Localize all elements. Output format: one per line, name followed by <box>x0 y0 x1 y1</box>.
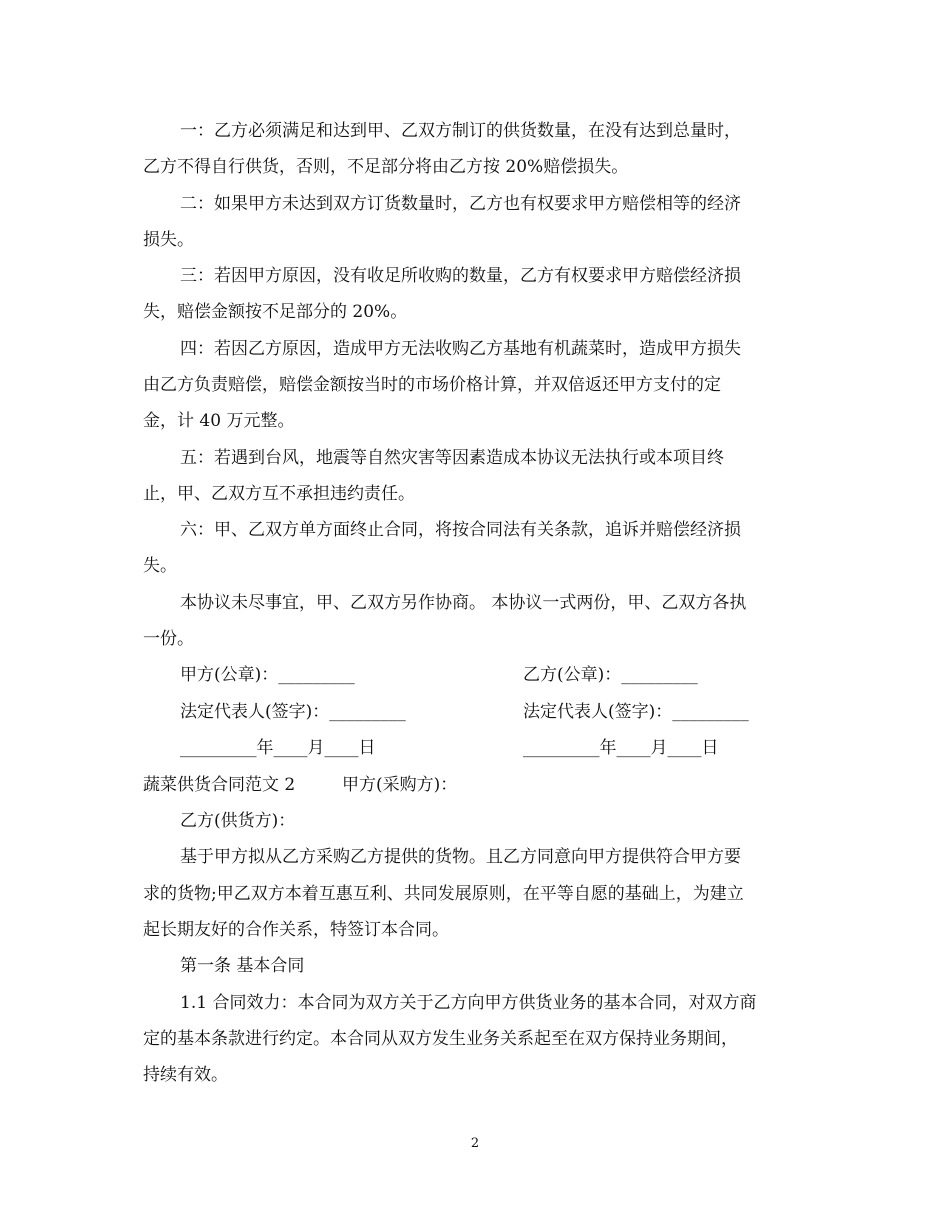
party-b-date: _________年____月____日 <box>523 738 719 758</box>
clause-1-1-line-1: 1.1 合同效力：本合同为双方关于乙方向甲方供货业务的基本合同，对双方商 <box>180 993 757 1013</box>
clause-2-line-2: 损失。 <box>143 230 194 250</box>
intro-line-2: 求的货物;甲乙双方本着互惠互利、共同发展原则，在平等自愿的基础上，为建立 <box>143 884 744 904</box>
clause-1-line-1: 一：乙方必须满足和达到甲、乙双方制订的供货数量，在没有达到总量时， <box>180 121 741 141</box>
party-b-representative: 法定代表人(签字)：_________ <box>523 702 749 722</box>
clause-1-1-line-2: 定的基本条款进行约定。本合同从双方发生业务关系起至在双方保持业务期间， <box>143 1029 738 1049</box>
closing-line-2: 一份。 <box>143 629 194 649</box>
party-b-seal: 乙方(公章)：_________ <box>523 665 698 685</box>
clause-4-line-3: 金，计 40 万元整。 <box>143 411 295 431</box>
clause-1-line-2: 乙方不得自行供货，否则，不足部分将由乙方按 20%赔偿损失。 <box>143 157 629 177</box>
clause-4-line-1: 四：若因乙方原因，造成甲方无法收购乙方基地有机蔬菜时，造成甲方损失 <box>180 339 741 359</box>
party-a-date: _________年____月____日 <box>180 738 376 758</box>
clause-6-line-1: 六：甲、乙双方单方面终止合同，将按合同法有关条款，追诉并赔偿经济损 <box>180 520 741 540</box>
section-2-party-b: 乙方(供货方)： <box>180 811 296 831</box>
clause-3-line-1: 三：若因甲方原因，没有收足所收购的数量，乙方有权要求甲方赔偿经济损 <box>180 266 741 286</box>
closing-line-1: 本协议未尽事宜，甲、乙双方另作协商。 本协议一式两份，甲、乙双方各执 <box>180 593 747 613</box>
section-2-heading: 蔬菜供货合同范文 2 <box>143 775 296 795</box>
clause-3-line-2: 失，赔偿金额按不足部分的 20%。 <box>143 302 408 322</box>
party-a-seal: 甲方(公章)：_________ <box>180 665 355 685</box>
clause-5-line-1: 五：若遇到台风，地震等自然灾害等因素造成本协议无法执行或本项目终 <box>180 448 724 468</box>
clause-6-line-2: 失。 <box>143 556 177 576</box>
intro-line-1: 基于甲方拟从乙方采购乙方提供的货物。且乙方同意向甲方提供符合甲方要 <box>180 847 741 867</box>
intro-line-3: 起长期友好的合作关系，特签订本合同。 <box>143 920 449 940</box>
section-2-party-a: 甲方(采购方)： <box>342 775 458 795</box>
page-number: 2 <box>470 1136 480 1151</box>
article-1-title: 第一条 基本合同 <box>180 956 305 976</box>
clause-2-line-1: 二：如果甲方未达到双方订货数量时，乙方也有权要求甲方赔偿相等的经济 <box>180 194 741 214</box>
clause-1-1-line-3: 持续有效。 <box>143 1065 228 1085</box>
party-a-representative: 法定代表人(签字)：_________ <box>180 702 406 722</box>
clause-4-line-2: 由乙方负责赔偿，赔偿金额按当时的市场价格计算，并双倍返还甲方支付的定 <box>143 375 721 395</box>
clause-5-line-2: 止，甲、乙双方互不承担违约责任。 <box>143 484 415 504</box>
